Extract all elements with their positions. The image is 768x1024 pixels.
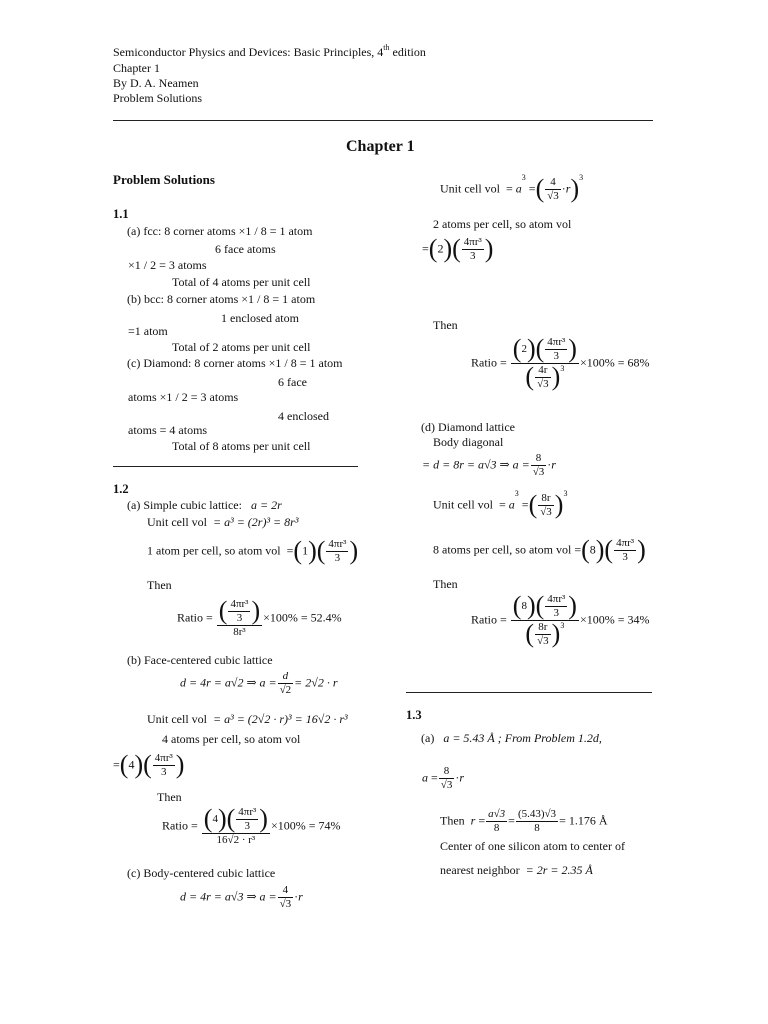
- p13-a-eq: a = $\frac{8}{√3}$ ·r: [422, 765, 464, 791]
- problem-number-1-2: 1.2: [113, 482, 129, 496]
- r-d-label: (d) Diamond lattice: [421, 420, 515, 434]
- p12-then-1: Then: [147, 578, 172, 592]
- r-then-1: Then: [433, 318, 458, 332]
- p11-b-line2: 1 enclosed atom: [221, 311, 299, 325]
- doc-header-line-2: Chapter 1: [113, 61, 160, 75]
- p11-a-line3: ×1 / 2 = 3 atoms: [128, 258, 207, 272]
- p12-c-eq: d = 4r = a√3 ⇒ a = $\frac{4}{√3}$ ·r: [180, 884, 303, 910]
- r-d-eq: = d = 8r = a√3 ⇒ a = $\frac{8}{√3}$ ·r: [422, 452, 556, 478]
- p11-a-line2: 6 face atoms: [215, 242, 276, 256]
- r-ratio-c: Ratio = (2)( $\frac{\text{4πr³}}{3}$ ) ( $\frac{4r}{√3}$ )$^3$ ×100% = 68%: [471, 333, 650, 391]
- p11-c-line4: 4 enclosed: [278, 409, 329, 423]
- p11-c-line6: Total of 8 atoms per unit cell: [172, 439, 311, 453]
- p12-b-eq: d = 4r = a√2 ⇒ a = $\frac{d}{√2}$ = 2√2 · r: [180, 670, 338, 696]
- p13-center-2: nearest neighbor = 2r = 2.35 Å: [440, 863, 593, 877]
- doc-header-line-1: Semiconductor Physics and Devices: Basic Principles, 4th edition: [113, 43, 426, 59]
- p13-a-line: (a) a = 5.43 Å ; From Problem 1.2d,: [421, 731, 602, 745]
- problem-number-1-3: 1.3: [406, 708, 422, 722]
- r-eight-atoms: 8 atoms per cell, so atom vol =(8)( $\frac{\text{4πr³}}{3}$ ): [433, 534, 646, 564]
- section-divider-right: [406, 692, 652, 693]
- p12-a-unit-vol: Unit cell vol = a³ = (2r)³ = 8r³: [147, 515, 299, 529]
- doc-header-line-3: By D. A. Neamen: [113, 76, 199, 90]
- p11-c-line3: atoms ×1 / 2 = 3 atoms: [128, 390, 239, 404]
- section-title: Problem Solutions: [113, 172, 215, 187]
- p12-c-label: (c) Body-centered cubic lattice: [127, 866, 276, 880]
- p11-b-line1: (b) bcc: 8 corner atoms ×1 / 8 = 1 atom: [127, 292, 316, 306]
- r-then-2: Then: [433, 577, 458, 591]
- r-unit-vol: Unit cell vol = $a^3$ =( $\frac{4}{√3}$ ·r)$^3$: [440, 173, 584, 203]
- header-rule: [113, 120, 653, 121]
- p12-b-unit-vol: Unit cell vol = a³ = (2√2 · r)³ = 16√2 · r³: [147, 712, 348, 726]
- problem-number-1-1: 1.1: [113, 207, 129, 221]
- r-atom-vol: =(2)( $\frac{\text{4πr³}}{3}$ ): [422, 233, 494, 263]
- p12-a-ratio: Ratio = ( $\frac{\text{4πr³}}{3}$ ) 8r³ ×100% = 52.4%: [177, 595, 342, 638]
- p12-b-four-atoms: 4 atoms per cell, so atom vol: [162, 732, 301, 746]
- p12-a-label: (a) Simple cubic lattice: a = 2r: [127, 498, 282, 512]
- p13-center-1: Center of one silicon atom to center of: [440, 839, 625, 853]
- p11-a-line1: (a) fcc: 8 corner atoms ×1 / 8 = 1 atom: [127, 224, 313, 238]
- p11-c-line2: 6 face: [278, 375, 307, 389]
- section-divider: [113, 466, 358, 467]
- r-ratio-d: Ratio = (8)( $\frac{\text{4πr³}}{3}$ ) ( $\frac{8r}{√3}$ )$^3$ ×100% = 34%: [471, 590, 650, 648]
- p12-then-2: Then: [157, 790, 182, 804]
- p11-b-line3: =1 atom: [128, 324, 168, 338]
- r-d-unit-vol: Unit cell vol = $a^3$ =( $\frac{8r}{√3}$ )$^3$: [433, 489, 568, 519]
- p12-a-atom-vol: 1 atom per cell, so atom vol =(1)( $\frac{\text{4πr³}}{3}$ ): [147, 535, 359, 565]
- p12-b-atom-vol: =(4)( $\frac{\text{4πr³}}{3}$ ): [113, 749, 185, 779]
- p11-b-line4: Total of 2 atoms per unit cell: [172, 340, 311, 354]
- p11-c-line1: (c) Diamond: 8 corner atoms ×1 / 8 = 1 atom: [127, 356, 343, 370]
- doc-header-line-4: Problem Solutions: [113, 91, 203, 105]
- r-body-diag: Body diagonal: [433, 435, 504, 449]
- p12-b-ratio: Ratio = (4)( $\frac{\text{4πr³}}{3}$ ) 16√2 · r³ ×100% = 74%: [162, 803, 341, 846]
- r-two-atoms: 2 atoms per cell, so atom vol: [433, 217, 572, 231]
- p12-b-label: (b) Face-centered cubic lattice: [127, 653, 273, 667]
- page-title: Chapter 1: [346, 138, 415, 155]
- p13-r-eq: Then r = $\frac{a√3}{8}$ = $\frac{(5.43)√3}{8}$ = 1.176 Å: [440, 808, 608, 834]
- p11-a-line4: Total of 4 atoms per unit cell: [172, 275, 311, 289]
- p11-c-line5: atoms = 4 atoms: [128, 423, 208, 437]
